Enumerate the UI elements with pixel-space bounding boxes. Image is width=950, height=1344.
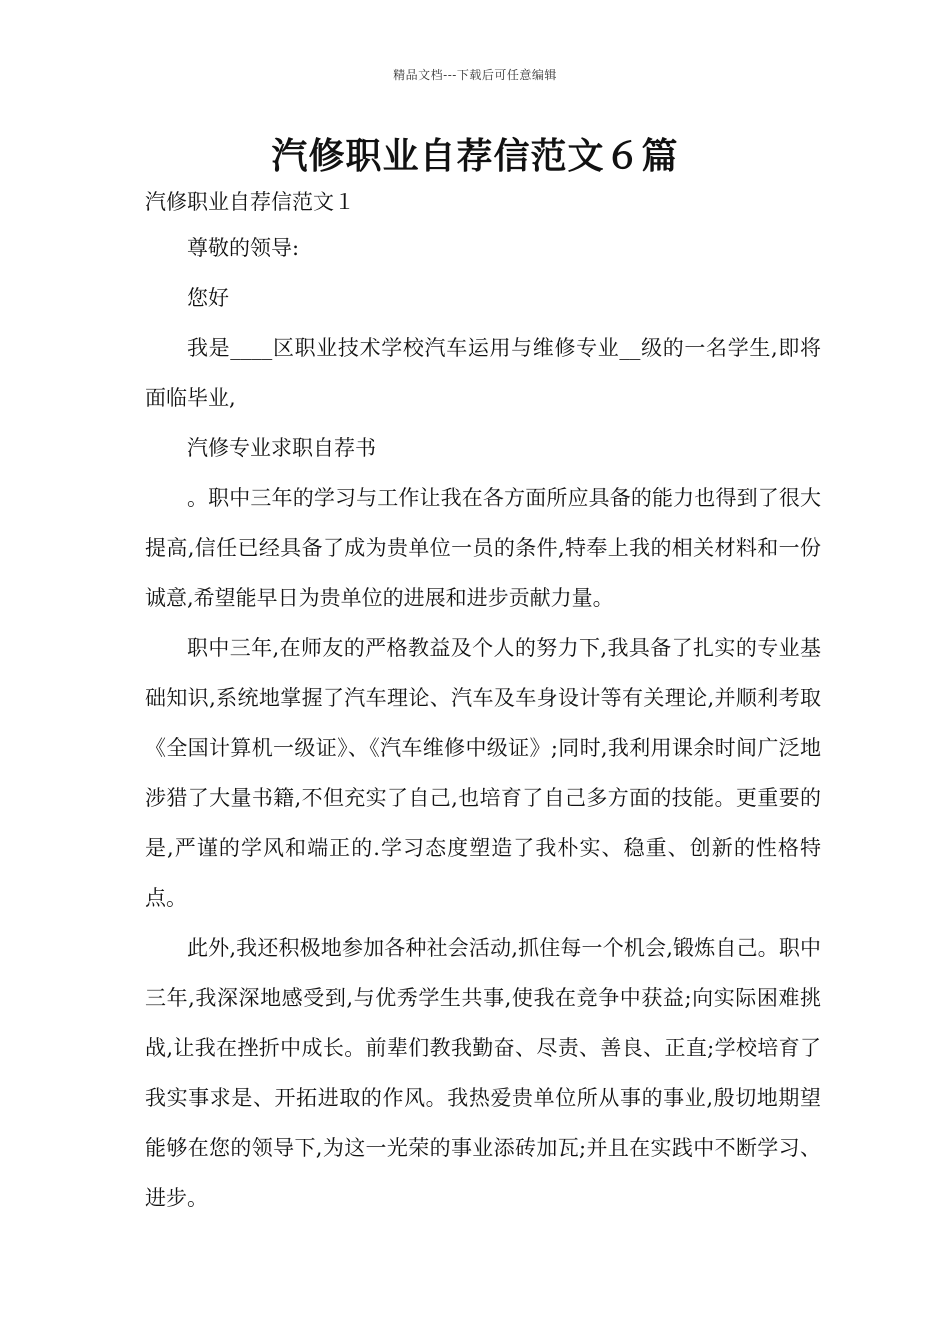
paragraph-activities: 此外,我还积极地参加各种社会活动,抓住每一个机会,锻炼自己。职中三年,我深深地感受到,与优秀学生共事,使我在竞争中获益;向实际困难挑战,让我在挫折中成长。前辈们教我勤奋、尽责、善良、正直;学校培育了我实事求是、开拓进取的作风。我热爱贵单位所从事的事业,殷切地期望能够在您的领导下,为这一光荣的事业添砖加瓦;并且在实践中不断学习、进步。 [145, 936, 821, 1210]
paragraph-intro: 我是____区职业技术学校汽车运用与维修专业__级的一名学生,即将面临毕业, [145, 336, 821, 410]
section-heading: 汽修职业自荐信范文１ [145, 190, 355, 214]
letter-body [145, 223, 821, 1223]
document-title: 汽修职业自荐信范文６篇 [271, 135, 679, 177]
greeting: 您好 [187, 286, 229, 310]
salutation: 尊敬的领导: [187, 236, 300, 260]
header-note: 精品文档---下载后可任意编辑 [393, 68, 557, 82]
paragraph-study: 职中三年,在师友的严格教益及个人的努力下,我具备了扎实的专业基础知识,系统地掌握了汽车理论、汽车及车身设计等有关理论,并顺利考取《全国计算机一级证》、《汽车维修中级证》;同时,我利用课余时间广泛地涉猎了大量书籍,不但充实了自己,也培育了自己多方面的技能。更重要的是,严谨的学风和端正的.学习态度塑造了我朴实、稳重、创新的性格特点。 [145, 636, 821, 910]
paragraph-ability: 。职中三年的学习与工作让我在各方面所应具备的能力也得到了很大提高,信任已经具备了成为贵单位一员的条件,特奉上我的相关材料和一份诚意,希望能早日为贵单位的进展和进步贡献力量。 [145, 486, 821, 610]
paragraph-subtitle: 汽修专业求职自荐书 [187, 436, 376, 460]
